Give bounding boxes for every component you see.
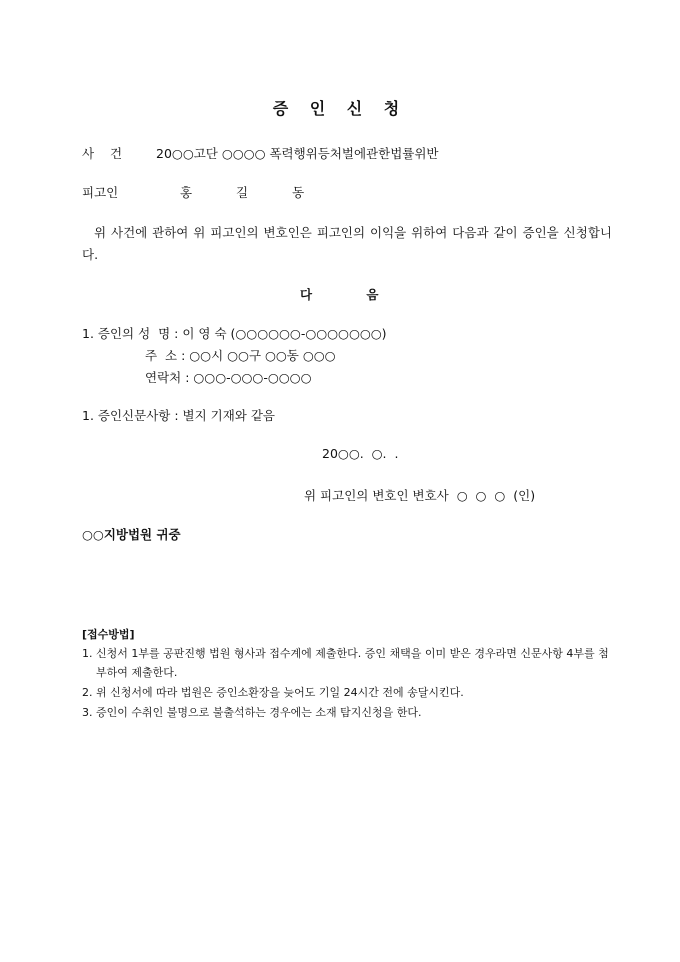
defendant-name: 홍 길 동 bbox=[180, 185, 325, 200]
witness-address-label: 주 소 : bbox=[145, 348, 190, 363]
date-line: 20○○. ○. . bbox=[322, 446, 399, 461]
document-title: 증 인 신 청 bbox=[272, 99, 408, 118]
defendant-label: 피고인 bbox=[82, 185, 119, 200]
section-heading-next: 다 음 bbox=[300, 287, 379, 302]
witness-address: ○○시 ○○구 ○○동 ○○○ bbox=[189, 348, 336, 363]
case-value: 20○○고단 ○○○○ 폭력행위등처벌에관한법률위반 bbox=[156, 146, 439, 161]
witness-name-label: 1. 증인의 성 명 : bbox=[82, 326, 183, 341]
witness-address-row bbox=[145, 346, 336, 364]
notice-item: 2. 위 신청서에 따라 법원은 증인소환장을 늦어도 기일 24시간 전에 송달시킨다. bbox=[82, 686, 464, 699]
case-label: 사 건 bbox=[82, 146, 123, 161]
court-addressee: ○○지방법원 귀중 bbox=[82, 527, 181, 542]
notice-item: 1. 신청서 1부를 공판진행 법원 형사과 접수계에 제출한다. 증인 채택을 이미 받은 경우라면 신문사항 4부를 첨부하여 제출한다. bbox=[82, 647, 609, 679]
notice-item: 3. 증인이 수취인 불명으로 불출석하는 경우에는 소재 탐지신청을 한다. bbox=[82, 706, 422, 719]
witness-phone-row bbox=[145, 368, 311, 386]
witness-phone: ○○○-○○○-○○○○ bbox=[193, 370, 312, 385]
witness-phone-label: 연락처 : bbox=[145, 370, 194, 385]
witness-name-row bbox=[82, 324, 387, 342]
questions-line: 1. 증인신문사항 : 별지 기재와 같음 bbox=[82, 408, 275, 423]
witness-name: 이 영 숙 (○○○○○○-○○○○○○○) bbox=[182, 326, 387, 341]
signature-line: 위 피고인의 변호인 변호사 ○ ○ ○ (인) bbox=[304, 488, 536, 503]
notice-heading: [접수방법] bbox=[82, 628, 135, 641]
body-paragraph: 위 사건에 관하여 위 피고인의 변호인은 피고인의 이익을 위하여 다음과 같이 증인을 신청합니다. bbox=[82, 225, 612, 262]
